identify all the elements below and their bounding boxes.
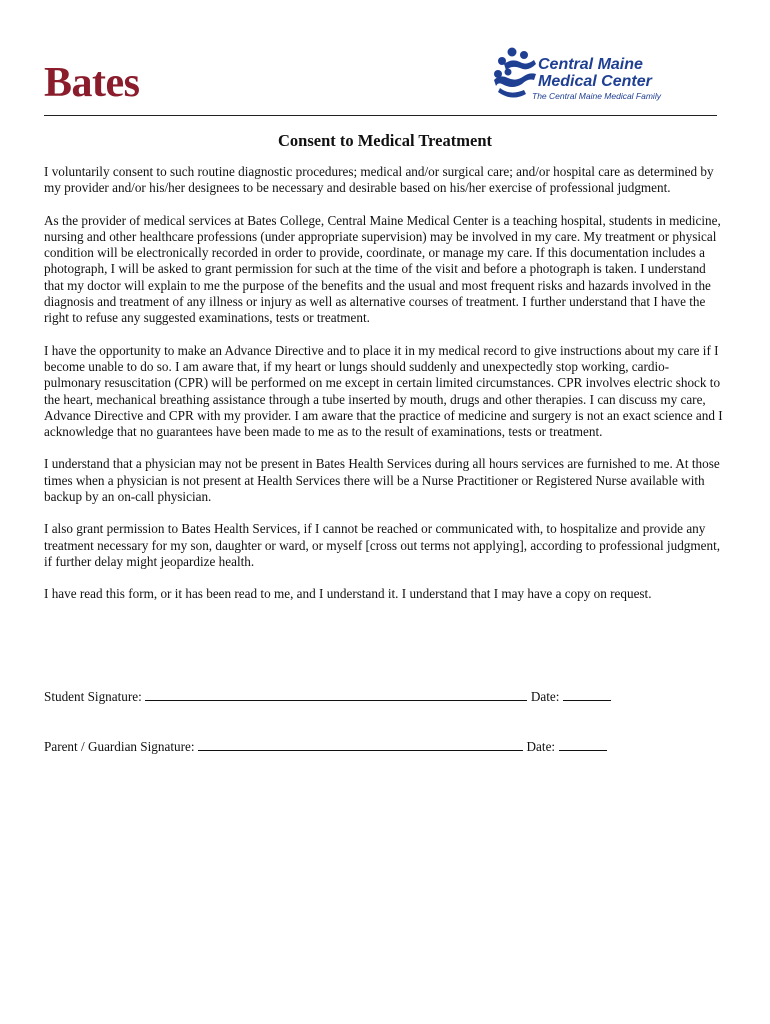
- cmmc-logo: [490, 44, 690, 104]
- paragraph-consent: I voluntarily consent to such routine diagnostic procedures; medical and/or surgical care; and/or hospital care as determined by my provider and/or his/her designees to be necessary and desirable based on his/her exercise of professional judgment.: [44, 164, 714, 196]
- parent-date-label: Date:: [526, 739, 556, 754]
- student-signature-field[interactable]: [145, 688, 527, 701]
- student-signature-row: [44, 688, 611, 705]
- parent-signature-label: Parent / Guardian Signature:: [44, 739, 195, 754]
- cmmc-logo-line1: Central Maine: [538, 56, 643, 73]
- cmmc-logo-tagline: The Central Maine Medical Family: [532, 91, 661, 101]
- paragraph-acknowledgement: I have read this form, or it has been read to me, and I understand it. I understand that I may have a copy on request.: [44, 586, 652, 602]
- student-signature-label: Student Signature:: [44, 689, 142, 704]
- cmmc-logo-line2: Medical Center: [538, 73, 652, 90]
- paragraph-physician-presence: I understand that a physician may not be present in Bates Health Services during all hours services are furnished to me. At those times when a physician is not present at Health Services there will be a Nurse Practitioner or Registered Nurse available with backup by an on-call physician.: [44, 456, 720, 505]
- page-title: Consent to Medical Treatment: [277, 131, 492, 150]
- paragraph-hospitalize-permission: I also grant permission to Bates Health Services, if I cannot be reached or communicated with, to hospitalize and provide any treatment necessary for my son, daughter or ward, or myself [cross out terms not applying], according to professional judgment, if further delay might jeopardize health.: [44, 521, 721, 569]
- header-divider: [44, 115, 717, 116]
- parent-signature-field[interactable]: [198, 738, 523, 751]
- consent-body: [44, 164, 726, 619]
- bates-logo: Bates: [44, 60, 140, 106]
- student-date-label: Date:: [530, 689, 560, 704]
- paragraph-teaching-hospital: As the provider of medical services at Bates College, Central Maine Medical Center is a teaching hospital, students in medicine, nursing and other healthcare professions (under appropriate supervision) may be involved in my care. My treatment or physical condition will be electronically recorded in order to provide, coordinate, or manage my care. If this documentation includes a photograph, I will be asked to grant permission for such at the time of the visit and before a photograph is taken. I understand that my doctor will explain to me the purpose of the benefits and the usual and most frequent risks and hazards involved in the diagnosis and treatment of any illness or injury as well as alternative courses of treatment. I further understand that I have the right to refuse any suggested examinations, tests or treatment.: [44, 212, 721, 326]
- paragraph-advance-directive: I have the opportunity to make an Advance Directive and to place it in my medical record to give instructions about my care if I become unable to do so. I am aware that, if my heart or lungs should suddenly and unexpectedly stop working, cardio-pulmonary resuscitation (CPR) will be performed on me except in certain limited circumstances. CPR involves electric shock to the heart, mechanical breathing assistance through a tube inserted by mouth, drugs and other therapies. I can discuss my care, Advance Directive and CPR with my provider. I am aware that the practice of medicine and surgery is not an exact science and I acknowledge that no guarantees have been made to me as to the result of examinations, tests or treatment.: [44, 342, 723, 440]
- parent-date-field[interactable]: [559, 738, 607, 751]
- student-date-field[interactable]: [563, 688, 611, 701]
- parent-signature-row: [44, 738, 607, 755]
